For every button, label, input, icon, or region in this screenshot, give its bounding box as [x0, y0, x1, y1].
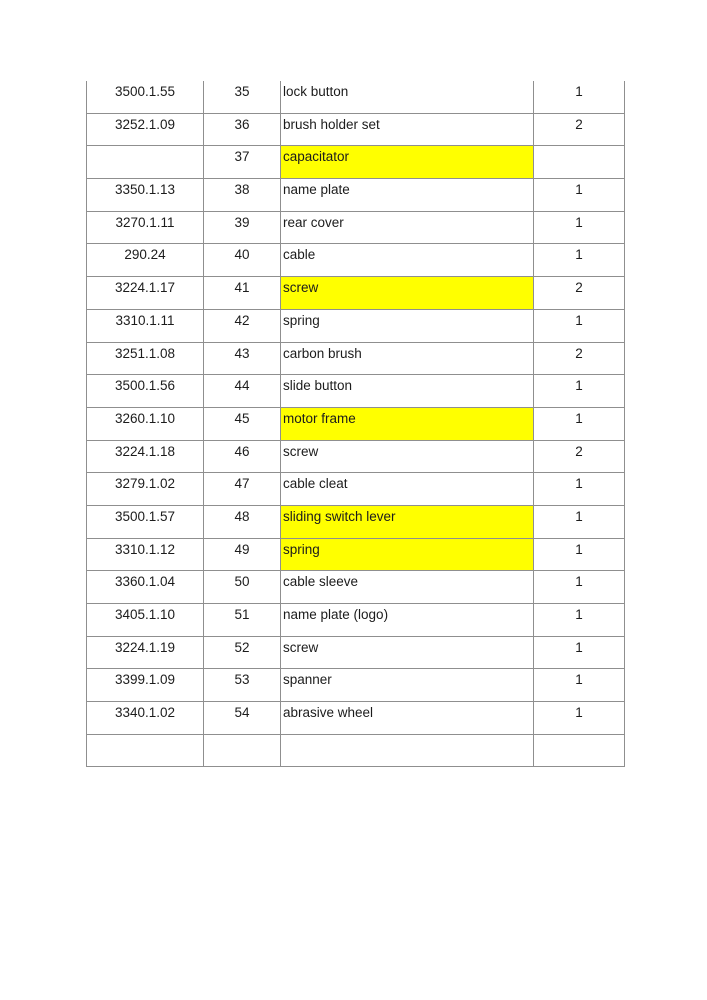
description-cell: name plate [281, 179, 534, 212]
quantity-cell: 1 [534, 702, 625, 735]
description-cell: abrasive wheel [281, 702, 534, 735]
position-cell: 50 [204, 571, 281, 604]
table-row [87, 277, 625, 310]
description-cell: capacitator [281, 146, 534, 179]
description-cell: sliding switch lever [281, 505, 534, 538]
quantity-cell: 1 [534, 407, 625, 440]
description-cell: name plate (logo) [281, 604, 534, 637]
quantity-cell [534, 146, 625, 179]
position-cell: 37 [204, 146, 281, 179]
description-cell: cable [281, 244, 534, 277]
table-row [87, 179, 625, 212]
article-no-cell: 3500.1.57 [87, 505, 204, 538]
table-row [87, 146, 625, 179]
quantity-cell: 1 [534, 538, 625, 571]
article-no-cell: 3340.1.02 [87, 702, 204, 735]
article-no-cell: 3224.1.17 [87, 277, 204, 310]
position-cell: 46 [204, 440, 281, 473]
table-row [87, 407, 625, 440]
position-cell: 51 [204, 604, 281, 637]
parts-table [86, 81, 625, 767]
description-cell: spring [281, 538, 534, 571]
table-row [87, 342, 625, 375]
table-row [87, 81, 625, 113]
description-cell: slide button [281, 375, 534, 408]
position-cell: 43 [204, 342, 281, 375]
position-cell: 44 [204, 375, 281, 408]
quantity-cell: 1 [534, 81, 625, 113]
position-cell: 39 [204, 211, 281, 244]
quantity-cell: 2 [534, 342, 625, 375]
position-cell [204, 734, 281, 767]
position-cell: 52 [204, 636, 281, 669]
quantity-cell: 1 [534, 244, 625, 277]
article-no-cell: 3260.1.10 [87, 407, 204, 440]
table-row [87, 669, 625, 702]
quantity-cell: 1 [534, 571, 625, 604]
article-no-cell: 3270.1.11 [87, 211, 204, 244]
article-no-cell: 3310.1.11 [87, 309, 204, 342]
table-row [87, 309, 625, 342]
table-row [87, 244, 625, 277]
table-row [87, 473, 625, 506]
description-cell: screw [281, 277, 534, 310]
quantity-cell: 1 [534, 604, 625, 637]
quantity-cell: 1 [534, 179, 625, 212]
position-cell: 47 [204, 473, 281, 506]
parts-table-body [87, 81, 625, 767]
table-row [87, 113, 625, 146]
description-cell: spring [281, 309, 534, 342]
table-row [87, 211, 625, 244]
quantity-cell: 1 [534, 473, 625, 506]
article-no-cell: 3405.1.10 [87, 604, 204, 637]
position-cell: 45 [204, 407, 281, 440]
quantity-cell: 1 [534, 211, 625, 244]
description-cell: brush holder set [281, 113, 534, 146]
article-no-cell: 3350.1.13 [87, 179, 204, 212]
article-no-cell: 3360.1.04 [87, 571, 204, 604]
article-no-cell: 3500.1.56 [87, 375, 204, 408]
quantity-cell: 1 [534, 636, 625, 669]
article-no-cell: 3251.1.08 [87, 342, 204, 375]
description-cell: rear cover [281, 211, 534, 244]
quantity-cell: 2 [534, 277, 625, 310]
article-no-cell: 3279.1.02 [87, 473, 204, 506]
position-cell: 49 [204, 538, 281, 571]
article-no-cell: 290.24 [87, 244, 204, 277]
position-cell: 36 [204, 113, 281, 146]
article-no-cell: 3310.1.12 [87, 538, 204, 571]
article-no-cell: 3224.1.18 [87, 440, 204, 473]
description-cell: cable cleat [281, 473, 534, 506]
table-row [87, 734, 625, 767]
description-cell: motor frame [281, 407, 534, 440]
table-row [87, 375, 625, 408]
article-no-cell [87, 146, 204, 179]
table-row [87, 538, 625, 571]
table-row [87, 702, 625, 735]
position-cell: 42 [204, 309, 281, 342]
table-row [87, 505, 625, 538]
table-row [87, 571, 625, 604]
table-row [87, 440, 625, 473]
quantity-cell: 1 [534, 669, 625, 702]
position-cell: 48 [204, 505, 281, 538]
position-cell: 40 [204, 244, 281, 277]
table-row [87, 604, 625, 637]
description-cell: cable sleeve [281, 571, 534, 604]
quantity-cell: 2 [534, 113, 625, 146]
position-cell: 41 [204, 277, 281, 310]
position-cell: 35 [204, 81, 281, 113]
article-no-cell [87, 734, 204, 767]
article-no-cell: 3252.1.09 [87, 113, 204, 146]
description-cell: carbon brush [281, 342, 534, 375]
position-cell: 38 [204, 179, 281, 212]
description-cell: spanner [281, 669, 534, 702]
quantity-cell: 2 [534, 440, 625, 473]
quantity-cell [534, 734, 625, 767]
quantity-cell: 1 [534, 375, 625, 408]
description-cell: screw [281, 636, 534, 669]
description-cell: lock button [281, 81, 534, 113]
table-row [87, 636, 625, 669]
quantity-cell: 1 [534, 309, 625, 342]
article-no-cell: 3399.1.09 [87, 669, 204, 702]
article-no-cell: 3224.1.19 [87, 636, 204, 669]
position-cell: 53 [204, 669, 281, 702]
description-cell [281, 734, 534, 767]
quantity-cell: 1 [534, 505, 625, 538]
article-no-cell: 3500.1.55 [87, 81, 204, 113]
description-cell: screw [281, 440, 534, 473]
position-cell: 54 [204, 702, 281, 735]
